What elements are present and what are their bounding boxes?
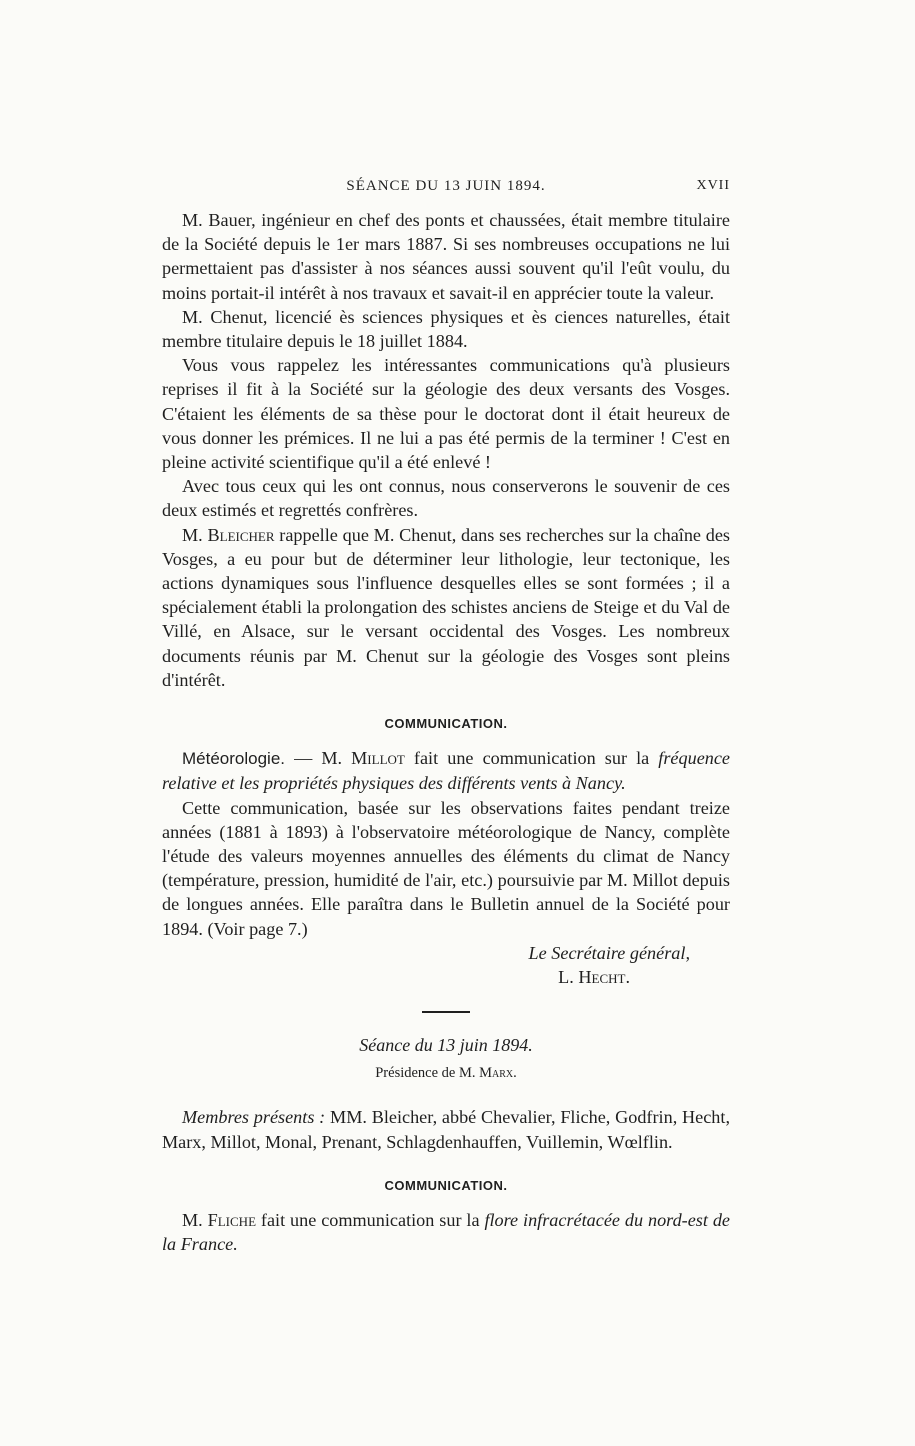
- page-body: [162, 208, 730, 1256]
- author-name: Millot: [351, 748, 405, 769]
- paragraph-bauer: M. Bauer, ingénieur en chef des ponts et chaussées, était membre titulaire de la Société depuis le 1er mars 1887. Si ses nombreuses occupations ne lui permettaient pas d'assister à nos séances aussi souvent qu'il l'eût voulu, du moins portait-il intérêt à nos travaux et savait-il en apprécier toute la valeur.: [162, 210, 730, 303]
- paragraph-observations: Cette communication, basée sur les observations faites pendant treize années (1881 à 1893) à l'observatoire météorologique de Nancy, complète l'étude des valeurs moyennes annuelles des éléments du climat de Nancy (température, pression, humidité de l'air, etc.) poursuivie par M. Millot depuis de longues années. Elle paraîtra dans le Bulletin annuel de la Société pour 1894. (Voir page 7.): [162, 797, 730, 939]
- paragraph-chenut: M. Chenut, licencié ès sciences physiques et ès ciences naturelles, était membre titulaire depuis le 18 juillet 1884.: [162, 306, 730, 352]
- section-heading: COMMUNICATION.: [384, 716, 508, 732]
- text-fragment: M.: [182, 1209, 208, 1230]
- topic-label: Météorologie.: [182, 749, 286, 769]
- members-label: Membres présents :: [182, 1107, 326, 1128]
- text-fragment: — M.: [285, 748, 352, 769]
- signature-role: Le Secrétaire général,: [528, 942, 690, 963]
- paragraph-souvenir: Avec tous ceux qui les ont connus, nous conserverons le souvenir de ces deux estimés et regrettés confrères.: [162, 476, 730, 521]
- communication-title: flore infracrétacée du nord-est de la France.: [162, 1209, 730, 1255]
- paragraph-members: [162, 1105, 730, 1153]
- section-divider: [422, 1011, 470, 1013]
- paragraph-fliche: [162, 1208, 730, 1256]
- section-heading: COMMUNICATION.: [384, 1177, 508, 1193]
- session-title: Séance du 13 juin 1894.: [359, 1034, 533, 1055]
- president-name: Marx.: [479, 1065, 517, 1082]
- paragraph-communications: Vous vous rappelez les intéressantes communications qu'à plusieurs reprises il fit à la Société sur la géologie des deux versants des Vosges. C'étaient les éléments de sa thèse pour le doctorat dont il était heureux de vous donner les prémices. Il ne lui a pas été permis de la terminer ! C'est en pleine activité scientifique qu'il a été enlevé !: [162, 355, 730, 473]
- signature-name: L. Hecht.: [558, 966, 630, 987]
- text-fragment: Présidence de M.: [375, 1065, 480, 1082]
- presidence-line: [162, 1061, 730, 1085]
- page-header: [162, 178, 730, 200]
- communication-title: fréquence relative et les propriétés physiques des différents vents à Nancy.: [162, 748, 730, 794]
- signature-block: [162, 941, 730, 991]
- author-name: Bleicher: [207, 524, 275, 545]
- paragraph-meteorologie: [162, 746, 730, 795]
- paragraph-bleicher: [162, 523, 730, 692]
- running-title: SÉANCE DU 13 JUIN 1894.: [346, 178, 546, 194]
- page-number: XVII: [696, 178, 730, 193]
- members-list: MM. Bleicher, abbé Chevalier, Fliche, Godfrin, Hecht, Marx, Millot, Monal, Prenant, Schlagdenhauffen, Vuillemin, Wœlflin.: [162, 1107, 730, 1152]
- text-fragment: fait une communication sur la: [404, 748, 659, 769]
- text-fragment: fait une communication sur la: [256, 1209, 485, 1230]
- author-name: Fliche: [207, 1209, 257, 1230]
- text-fragment: rappelle que M. Chenut, dans ses recherches sur la chaîne des Vosges, a eu pour but de déterminer leur lithologie, leur tectonique, les actions dynamiques sous l'influence desquelles elles se sont formées ; il a spécialement établi la prolongation des schistes anciens de Steige et du Val de Villé, en Alsace, sur le versant occidental des Vosges. Les nombreux documents réunis par M. Chenut sur la géologie des Vosges sont pleins d'intérêt.: [162, 524, 731, 690]
- text-fragment: M.: [182, 524, 208, 545]
